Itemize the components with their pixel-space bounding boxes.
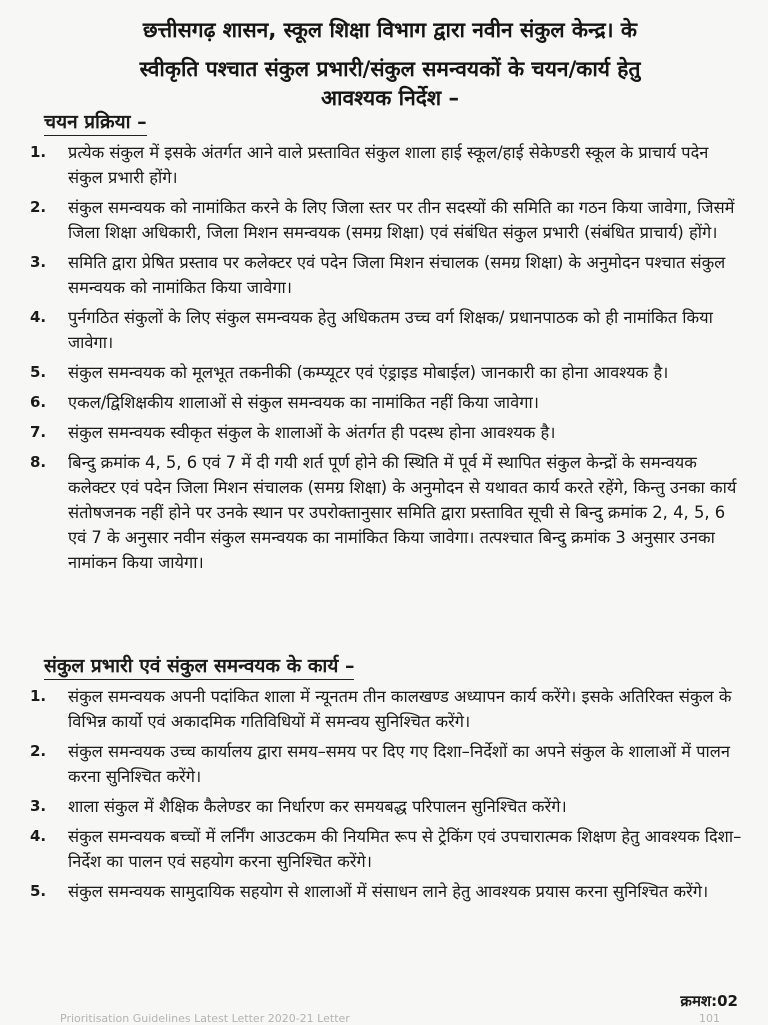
footer-watermark: Prioritisation Guidelines Latest Letter 2020-21 Letter <box>60 1012 350 1025</box>
duties-list <box>30 684 742 909</box>
list-item <box>30 739 742 789</box>
item-text: संकुल समन्वयक उच्च कार्यालय द्वारा समय–समय पर दिए गए दिशा–निर्देशों का अपने संकुल के शालाओं में पालन करना सुनिश्चित करेंगे। <box>68 742 730 786</box>
item-text: संकुल समन्वयक स्वीकृत संकुल के शालाओं के अंतर्गत ही पदस्थ होना आवश्यक है। <box>68 423 556 442</box>
item-text: शाला संकुल में शैक्षिक कैलेण्डर का निर्धारण कर समयबद्ध परिपालन सुनिश्चित करेंगे। <box>68 797 567 816</box>
list-item <box>30 360 742 385</box>
list-item <box>30 140 742 190</box>
item-number: 5. <box>30 882 47 900</box>
list-item <box>30 879 742 904</box>
item-number: 4. <box>30 308 47 326</box>
page-number: 101 <box>699 1012 720 1025</box>
item-number: 8. <box>30 453 47 471</box>
item-text: संकुल समन्वयक अपनी पदांकित शाला में न्यूनतम तीन कालखण्ड अध्यापन कार्य करेंगे। इसके अतिरिक्त संकुल के विभिन्न कार्यो एवं अकादमिक गतिविधियों में समन्वय सुनिश्चित करेंगे। <box>68 687 732 731</box>
item-number: 3. <box>30 797 47 815</box>
item-text: संकुल समन्वयक को मूलभूत तकनीकी (कम्प्यूटर एवं एंड्राइड मोबाईल) जानकारी का होना आवश्यक है। <box>68 363 669 382</box>
list-item <box>30 824 742 874</box>
header-line-2: स्वीकृति पश्चात संकुल प्रभारी/संकुल समन्वयकों के चयन/कार्य हेतु <box>139 57 641 81</box>
item-number: 3. <box>30 253 47 271</box>
list-item <box>30 794 742 819</box>
item-number: 4. <box>30 827 47 845</box>
item-text: बिन्दु क्रमांक 4, 5, 6 एवं 7 में दी गयी शर्त पूर्ण होने की स्थिति में पूर्व में स्थापित संकुल केन्द्रों के समन्वयक कलेक्टर एवं पदेन जिला मिशन संचालक (समग्र शिक्षा) के अनुमोदन से यथावत कार्य करते रहेंगे, किन्तु उनका कार्य संतोषजनक नहीं होने पर उनके स्थान पर उपरोक्तानुसार समिति द्वारा प्रस्तावित सूची से बिन्दु क्रमांक 2, 4, 5, 6 एवं 7 के अनुसार नवीन संकुल समन्वयक का नामांकित किया जावेगा। तत्पश्चात बिन्दु क्रमांक 3 अनुसार उनका नामांकन किया जायेगा। <box>68 453 737 572</box>
item-number: 2. <box>30 198 47 216</box>
item-number: 6. <box>30 393 47 411</box>
item-number: 2. <box>30 742 47 760</box>
item-text: संकुल समन्वयक सामुदायिक सहयोग से शालाओं में संसाधन लाने हेतु आवश्यक प्रयास करना सुनिश्चित करेंगे। <box>68 882 709 901</box>
continued-serial: क्रमश:02 <box>680 992 738 1010</box>
list-item <box>30 250 742 300</box>
list-item <box>30 305 742 355</box>
item-text: एकल/द्विशिक्षकीय शालाओं से संकुल समन्वयक का नामांकित नहीं किया जावेगा। <box>68 393 539 412</box>
item-number: 1. <box>30 687 47 705</box>
list-item <box>30 195 742 245</box>
list-item <box>30 420 742 445</box>
list-item <box>30 684 742 734</box>
list-item <box>30 390 742 415</box>
section-heading-duties: संकुल प्रभारी एवं संकुल समन्वयक के कार्य – <box>44 652 354 680</box>
selection-process-list <box>30 140 742 580</box>
header-line-1: छत्तीसगढ़ शासन, स्कूल शिक्षा विभाग द्वारा नवीन संकुल केन्द्र। के <box>142 18 638 42</box>
item-text: समिति द्वारा प्रेषित प्रस्ताव पर कलेक्टर एवं पदेन जिला मिशन संचालक (समग्र शिक्षा) के अनुमोदन पश्चात संकुल समन्वयक को नामांकित किया जावेगा। <box>68 253 726 297</box>
section-heading-selection-process: चयन प्रक्रिया – <box>44 108 147 136</box>
item-text: पुर्नगठित संकुलों के लिए संकुल समन्वयक हेतु अधिकतम उच्च वर्ग शिक्षक/ प्रधानपाठक को ही नामांकित किया जावेगा। <box>68 308 713 352</box>
item-number: 7. <box>30 423 47 441</box>
item-text: प्रत्येक संकुल में इसके अंतर्गत आने वाले प्रस्तावित संकुल शाला हाई स्कूल/हाई सेकेण्डरी स्कूल के प्राचार्य पदेन संकुल प्रभारी होंगे। <box>68 143 709 187</box>
header-line-3: आवश्यक निर्देश – <box>320 86 460 110</box>
item-text: संकुल समन्वयक को नामांकित करने के लिए जिला स्तर पर तीन सदस्यों की समिति का गठन किया जावेगा, जिसमें जिला शिक्षा अधिकारी, जिला मिशन समन्वयक (समग्र शिक्षा) एवं संबंधित संकुल प्रभारी (संबंधित प्राचार्य) होंगे। <box>68 198 735 242</box>
item-number: 5. <box>30 363 47 381</box>
item-number: 1. <box>30 143 47 161</box>
list-item <box>30 450 742 575</box>
item-text: संकुल समन्वयक बच्चों में लर्निंग आउटकम की नियमित रूप से ट्रेकिंग एवं उपचारात्मक शिक्षण हेतु आवश्यक दिशा–निर्देश का पालन एवं सहयोग करना सुनिश्चित करेंगे। <box>68 827 742 871</box>
